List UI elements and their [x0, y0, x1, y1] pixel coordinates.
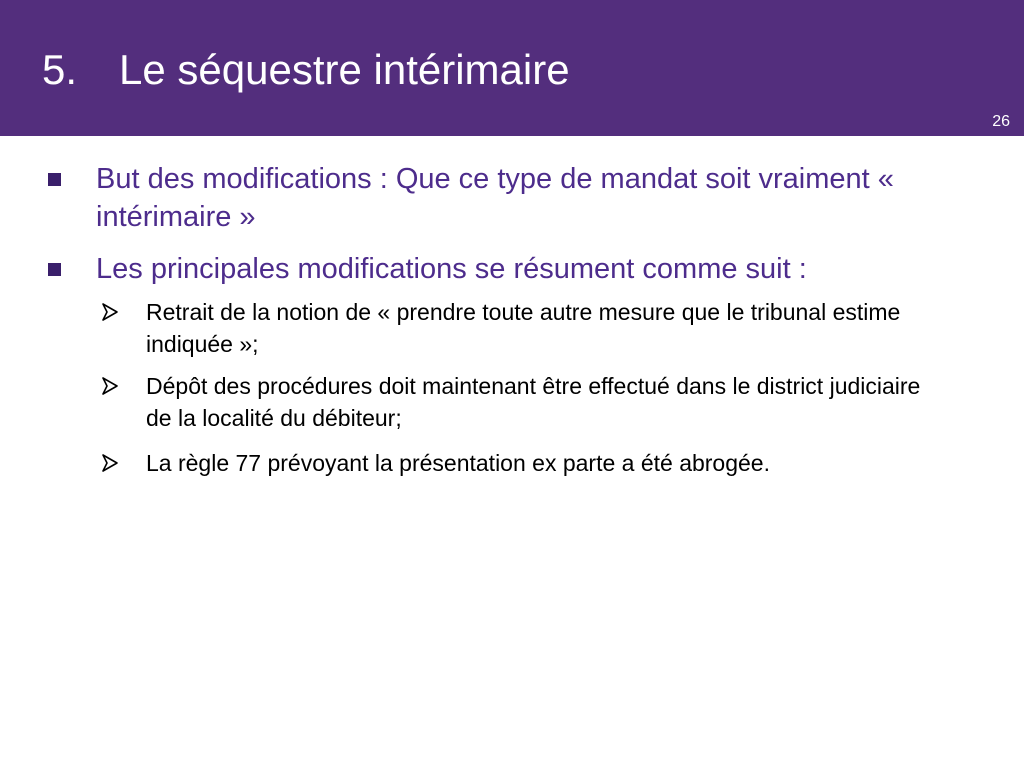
square-bullet-icon [48, 263, 61, 276]
bullet-item [48, 250, 948, 288]
bullet-text: But des modifications : Que ce type de mandat soit vraiment « intérimaire » [96, 163, 894, 233]
arrowhead-bullet-icon [100, 296, 122, 328]
page-number: 26 [992, 113, 1010, 130]
sub-bullet-text: Dépôt des procédures doit maintenant être effectué dans le district judiciaire de la localité du débiteur; [146, 373, 921, 431]
sub-bullet-item [100, 296, 960, 360]
arrowhead-bullet-icon [100, 370, 122, 402]
sub-bullet-item [100, 447, 960, 479]
sub-bullet-text: La règle 77 prévoyant la présentation ex parte a été abrogée. [146, 450, 770, 476]
title-number: 5. [42, 46, 78, 93]
sub-bullet-text: Retrait de la notion de « prendre toute autre mesure que le tribunal estime indiquée »; [146, 299, 901, 357]
bullet-item [48, 160, 948, 236]
title-text: Le séquestre intérimaire [119, 46, 570, 93]
arrowhead-bullet-icon [100, 447, 122, 479]
square-bullet-icon [48, 173, 61, 186]
bullet-text: Les principales modifications se résument comme suit : [96, 253, 807, 285]
sub-bullet-item [100, 370, 960, 434]
